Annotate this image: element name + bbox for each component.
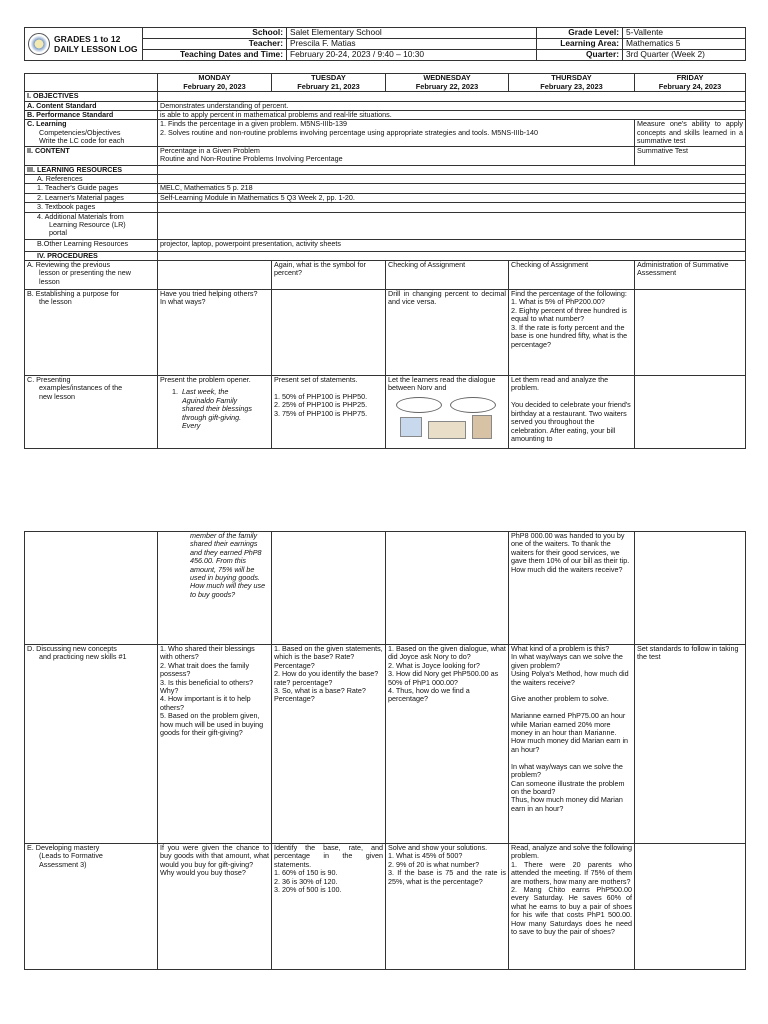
- header-table: [24, 27, 746, 61]
- content-standard-text: Demonstrates understanding of percent.: [158, 101, 746, 110]
- mastery-label: E. Developing mastery (Leads to Formative Assessment 3): [25, 844, 158, 970]
- presenting-monday: Present the problem opener. 1. Last week, the Aguinaldo Family shared their blessings through gift-giving. Every: [158, 376, 272, 449]
- lesson-table-part-2: [24, 531, 746, 970]
- reviewing-tuesday: Again, what is the symbol for percent?: [272, 261, 386, 290]
- row-presenting: [25, 376, 746, 449]
- discussing-monday: 1. Who shared their blessings with others? 2. What trait does the family possess? 3. Is this beneficial to others? Why? 4. How important is it to help others? 5. Based on the problem given, how much will be used in buying goods for their gift-giving?: [158, 645, 272, 844]
- presenting-monday-cont: member of the family shared their earnings and they earned PhP8 456.00. From this amount, 75% will be used in buying goods. How much will they use to buy goods?: [158, 532, 272, 645]
- deped-seal-icon: [28, 33, 50, 55]
- purpose-thursday: Find the percentage of the following: 1. What is 5% of PhP200.00? 2. Eighty percent of three hundred is equal to what number? 3. If the rate is forty percent and the base is one hundred fifty, what is the percentage?: [509, 290, 635, 376]
- competencies-text: 1. Finds the percentage in a given problem. M5NS-IIIb-139 2. Solves routine and non-routine problems involving percentage using appropriate strategies and tools. M5NS-IIIb-140: [158, 120, 635, 146]
- day-header-row: [25, 74, 746, 92]
- purpose-monday: Have you tried helping others? In what ways?: [158, 290, 272, 376]
- grade-value: 5-Vallente: [623, 28, 746, 39]
- mastery-monday: If you were given the chance to buy goods with that amount, what would you buy for gift-giving? Why would you buy those?: [158, 844, 272, 970]
- row-mastery: [25, 844, 746, 970]
- reviewing-thursday: Checking of Assignment: [509, 261, 635, 290]
- mastery-thursday: Read, analyze and solve the following problem. 1. There were 20 parents who attended the meeting. If 75% of them are mothers, how many are mothers? 2. Mang Chito earns PhP500.00 every Saturday. He saves 60% of what he earns to buy a pair of shoes for his wife that costs PhP1 500.00. How many Saturdays does he need to save to buy the pair of shoes?: [509, 844, 635, 970]
- day-tuesday: TUESDAY February 21, 2023: [272, 74, 386, 92]
- learners-material-text: Self-Learning Module in Mathematics 5 Q3 Week 2, pp. 1-20.: [158, 193, 746, 202]
- day-monday: MONDAY February 20, 2023: [158, 74, 272, 92]
- discussing-label: D. Discussing new concepts and practicing new skills #1: [25, 645, 158, 844]
- presenting-wednesday: Let the learners read the dialogue between Norv and: [386, 376, 509, 449]
- area-label: Learning Area:: [537, 39, 623, 50]
- quarter-value: 3rd Quarter (Week 2): [623, 50, 746, 61]
- textbook-label: 3. Textbook pages: [25, 203, 158, 212]
- day-friday: FRIDAY February 24, 2023: [635, 74, 746, 92]
- reviewing-label: A. Reviewing the previous lesson or presenting the new lesson: [25, 261, 158, 290]
- content-standard-label: A. Content Standard: [25, 101, 158, 110]
- teacher-label: Teacher:: [143, 39, 287, 50]
- row-discussing: [25, 645, 746, 844]
- title-line-2: DAILY LESSON LOG: [54, 44, 138, 54]
- content-label: II. CONTENT: [25, 146, 158, 165]
- reviewing-wednesday: Checking of Assignment: [386, 261, 509, 290]
- reviewing-friday: Administration of Summative Assessment: [635, 261, 746, 290]
- title-line-1: GRADES 1 to 12: [54, 34, 121, 44]
- header-title: [54, 34, 138, 54]
- presenting-tuesday: Present set of statements. 1. 50% of PHP100 is PHP50. 2. 25% of PHP100 is PHP25. 3. 75% of PHP100 is PHP75.: [272, 376, 386, 449]
- resources-heading: III. LEARNING RESOURCES: [25, 165, 158, 174]
- day-thursday: THURSDAY February 23, 2023: [509, 74, 635, 92]
- procedures-heading: IV. PROCEDURES: [25, 251, 158, 260]
- content-text: Percentage in a Given Problem Routine and Non-Routine Problems Involving Percentage: [158, 146, 635, 165]
- references-label: A. References: [25, 175, 158, 184]
- school-value: Salet Elementary School: [287, 28, 537, 39]
- area-value: Mathematics 5: [623, 39, 746, 50]
- discussing-thursday: What kind of a problem is this? In what way/ways can we solve the given problem? Using Polya's Method, how much did the waiters receive? Give another problem to solve. Marianne earned PhP75.00 an hour while Marian earned 20% more money in an hour than Marianne. How much money did Marian earn in an hour? In what way/ways can we solve the problem? Can someone illustrate the problem on the board? Thus, how much money did Marian earn in an hour?: [509, 645, 635, 844]
- dialogue-illustration: [388, 395, 506, 439]
- discussing-wednesday: 1. Based on the given dialogue, what did Joyce ask Nory to do? 2. What is Joyce looking for? 3. How did Nory get PhP500.00 as 50% of PhP1 000.00? 4. Thus, how do we find a percentage?: [386, 645, 509, 844]
- additional-materials-label: 4. Additional Materials from Learning Resource (LR) portal: [25, 212, 158, 239]
- competencies-label: C. Learning Competencies/Objectives Write the LC code for each: [25, 120, 158, 146]
- other-resources-label: B.Other Learning Resources: [25, 239, 158, 251]
- day-wednesday: WEDNESDAY February 22, 2023: [386, 74, 509, 92]
- objectives-heading: I. OBJECTIVES: [25, 92, 158, 101]
- mastery-wednesday: Solve and show your solutions. 1. What is 45% of 500? 2. 9% of 20 is what number? 3. If the base is 75 and the rate is 25%, what is the percentage?: [386, 844, 509, 970]
- purpose-label: B. Establishing a purpose for the lesson: [25, 290, 158, 376]
- content-friday: Summative Test: [635, 146, 746, 165]
- teacher-value: Prescila F. Matias: [287, 39, 537, 50]
- teachers-guide-text: MELC, Mathematics 5 p. 218: [158, 184, 746, 193]
- presenting-thursday-cont: PhP8 000.00 was handed to you by one of the waiters. To thank the waiters for their good services, we gave them 10% of our bill as their tip. How much did the waiters receive?: [509, 532, 635, 645]
- learners-material-label: 2. Learner's Material pages: [25, 193, 158, 202]
- lesson-table-part-1: [24, 73, 746, 449]
- row-reviewing: [25, 261, 746, 290]
- discussing-friday: Set standards to follow in taking the test: [635, 645, 746, 844]
- mastery-tuesday: Identify the base, rate, and percentage in the given statements. 1. 60% of 150 is 90. 2. 36 is 30% of 120. 3. 20% of 500 is 100.: [272, 844, 386, 970]
- competencies-friday: Measure one's ability to apply concepts and skills learned in a summative test: [635, 120, 746, 146]
- dates-value: February 20-24, 2023 / 9:40 – 10:30: [287, 50, 537, 61]
- row-presenting-cont: [25, 532, 746, 645]
- row-purpose: [25, 290, 746, 376]
- performance-standard-label: B. Performance Standard: [25, 111, 158, 120]
- teachers-guide-label: 1. Teacher's Guide pages: [25, 184, 158, 193]
- performance-standard-text: is able to apply percent in mathematical problems and real-life situations.: [158, 111, 746, 120]
- other-resources-text: projector, laptop, powerpoint presentation, activity sheets: [158, 239, 746, 251]
- presenting-thursday: Let them read and analyze the problem. You decided to celebrate your friend's birthday at a restaurant. Two waiters served you throughout the celebration. After eating, your bill amounting to: [509, 376, 635, 449]
- blank-corner: [25, 74, 158, 92]
- presenting-label: C. Presenting examples/instances of the new lesson: [25, 376, 158, 449]
- discussing-tuesday: 1. Based on the given statements, which is the base? Rate? Percentage? 2. How do you identify the base? rate? percentage? 3. So, what is a base? Rate? Percentage?: [272, 645, 386, 844]
- school-label: School:: [143, 28, 287, 39]
- dates-label: Teaching Dates and Time:: [143, 50, 287, 61]
- quarter-label: Quarter:: [537, 50, 623, 61]
- grade-label: Grade Level:: [537, 28, 623, 39]
- purpose-wednesday: Drill in changing percent to decimal and vice versa.: [386, 290, 509, 376]
- header-title-cell: [25, 28, 143, 61]
